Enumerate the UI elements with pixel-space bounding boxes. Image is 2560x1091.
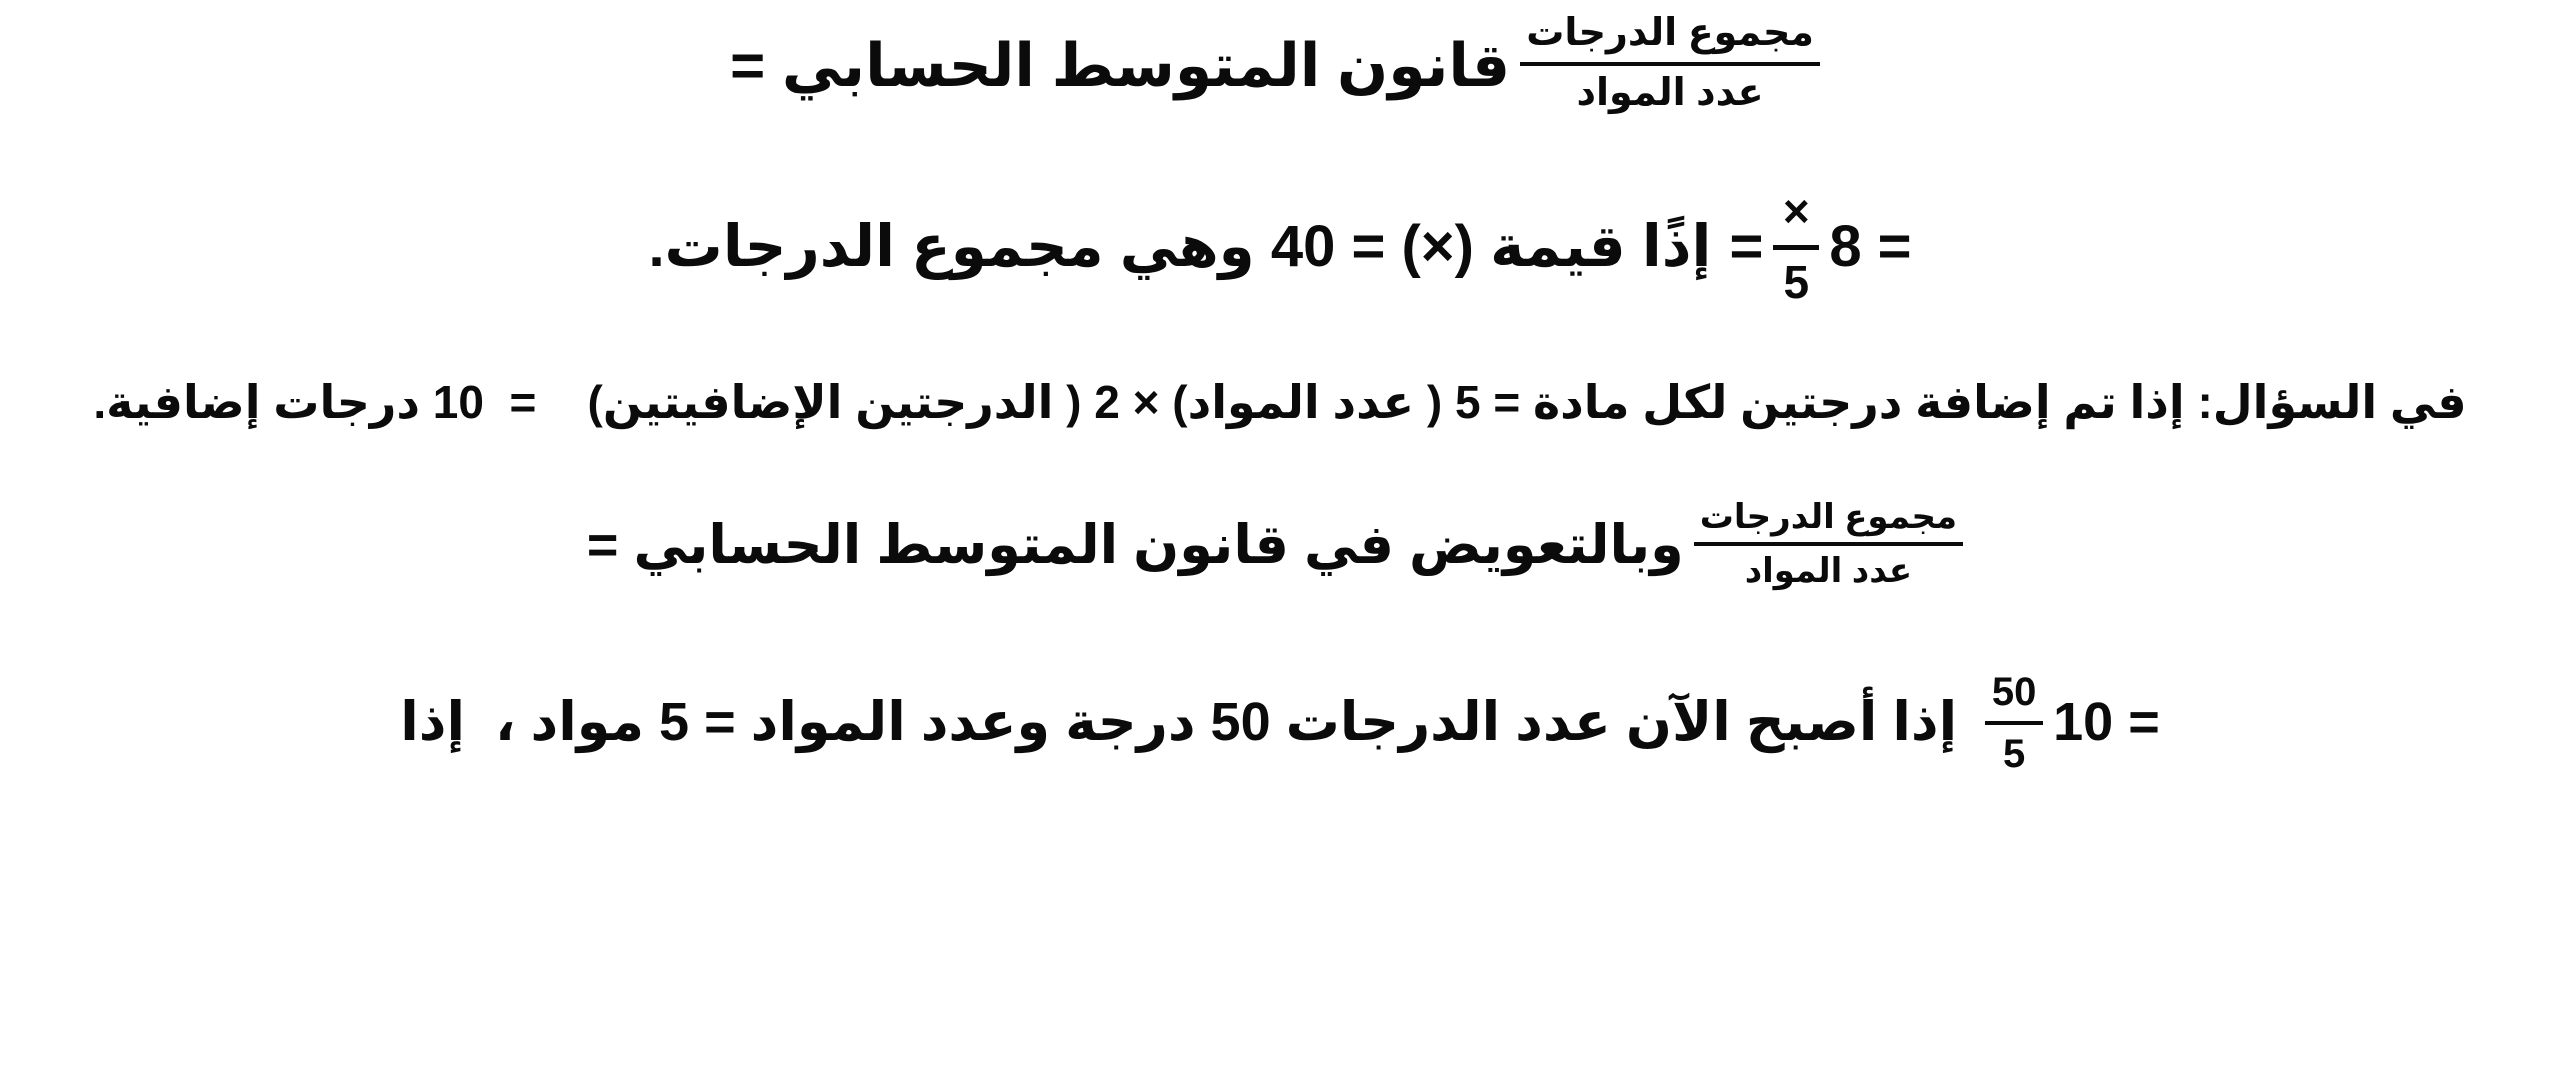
x-value-tail: إذًا قيمة (×) = 40 وهي مجموع الدرجات. (648, 213, 1712, 279)
fraction-denominator: عدد المواد (1576, 71, 1764, 114)
substitution-line (40, 496, 2520, 597)
fraction-substitution (1694, 496, 1963, 593)
fraction-numerator: مجموع الدرجات (1526, 12, 1814, 54)
x-value-line (40, 183, 2520, 311)
fraction-x-over-5 (1773, 183, 1819, 311)
fraction-numerator: مجموع الدرجات (1699, 497, 1958, 536)
document-page (0, 10, 2560, 1091)
fraction-numerator: 50 (1991, 669, 2037, 714)
question-statement: في السؤال: إذا تم إضافة درجتين لكل مادة = 5 ( عدد المواد) × 2 ( الدرجتين الإضافيتين) = 10 درجات إضافية. (93, 376, 2467, 428)
result-line (40, 667, 2520, 779)
fraction-numerator: × (1782, 185, 1810, 237)
fraction-denominator: 5 (1783, 255, 1810, 308)
formula-mean-line (40, 10, 2520, 121)
x-value-left: 8 = (1829, 213, 1912, 279)
substitution-label: وبالتعويض في قانون المتوسط الحسابي = (586, 515, 1684, 576)
fraction-50-over-5 (1985, 667, 2043, 779)
fraction-bar (1773, 245, 1819, 250)
x-value-equals: = (1729, 213, 1764, 279)
fraction-bar (1694, 542, 1963, 546)
fraction-mean (1520, 10, 1820, 117)
fraction-denominator: عدد المواد (1744, 552, 1913, 591)
result-tail: إذا أصبح الآن عدد الدرجات 50 درجة وعدد المواد = 5 مواد ، إذا (400, 691, 1958, 752)
fraction-bar (1520, 62, 1820, 66)
fraction-bar (1985, 721, 2043, 725)
fraction-denominator: 5 (2003, 731, 2026, 776)
formula-mean-label: قانون المتوسط الحسابي = (730, 32, 1511, 99)
result-left: 10 = (2053, 691, 2160, 752)
